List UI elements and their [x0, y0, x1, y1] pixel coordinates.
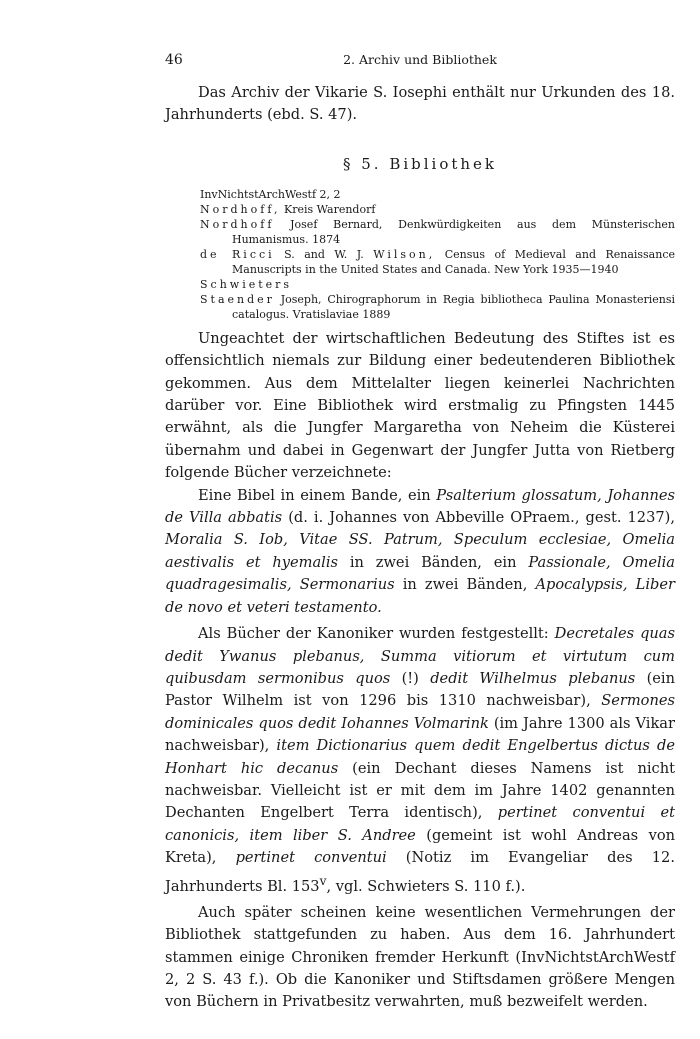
body-paragraph-1: Ungeachtet der wirtschaftlichen Bedeutung des Stiftes ist es offensichtlich niemals zur Bildung einer bedeutenderen Bibliothek gekommen. Aus dem Mittelalter liegen keinerlei Nachrichten darüber vor. Eine Bibliothek wird erstmalig zu Pfingsten 1445 erwähnt, als die Jungfer Margaretha von Neheim die Küsterei übernahm und dabei in Gegenwart der Jungfer Jutta von Rietberg folgende Bücher verzeichnete:	[165, 329, 675, 482]
body-paragraph-3	[165, 623, 675, 898]
reference-item	[200, 277, 675, 292]
italic-title: dedit Wilhelmus plebanus	[430, 669, 636, 687]
text-run: (im Jahre 1300 als Vikar nachweisbar),	[165, 714, 675, 755]
italic-title: item Dictionarius quem dedit Engelbertus dictus de Honhart hic decanus	[165, 737, 675, 777]
reference-text: Kreis Warendorf	[280, 202, 376, 216]
reference-author: Nordhoff,	[200, 202, 281, 216]
reference-text: InvNichtstArchWestf 2, 2	[200, 187, 341, 201]
text-run: , vgl. Schwieters S. 110 f.).	[326, 877, 526, 895]
page	[165, 44, 675, 1014]
text-run: (ein Dechant dieses Namens ist nicht nachweisbar. Vielleicht ist er mit dem im Jahre 1402 genannten Dechanten Engelbert Terra identisch),	[165, 759, 675, 822]
reference-text-2: Census of Medieval and Renaissance Manuscripts in the United States and Canada. New York 1935—1940	[232, 247, 675, 276]
superscript: v	[319, 873, 327, 888]
body-paragraph-2	[165, 485, 675, 619]
reference-author-2: Wilson,	[373, 247, 436, 261]
text-run: (!)	[390, 669, 431, 687]
reference-text: S. and W. J.	[274, 247, 374, 261]
text-run: Als Bücher der Kanoniker wurden festgestellt:	[198, 625, 555, 643]
italic-title: Sermones dominicales quos dedit Iohannes Volmarink	[165, 692, 675, 732]
reference-item	[200, 247, 675, 277]
italic-title: pertinet conventui	[235, 849, 387, 867]
reference-list	[200, 187, 675, 322]
page-header	[165, 44, 675, 68]
section-title: § 5. Bibliothek	[342, 154, 498, 173]
reference-author: Schwieters	[200, 277, 293, 291]
reference-author: de Ricci	[200, 247, 275, 261]
italic-title: Decretales quas dedit Ywanus plebanus, Summa vitiorum et virtutum cum quibusdam sermonibus quos	[165, 625, 675, 687]
reference-author: Nordhoff	[200, 217, 275, 231]
text-run: (d. i. Johannes von Abbeville OPraem., gest. 1237),	[282, 509, 675, 527]
italic-title: pertinet conventui et canonicis, item liber S. Andree	[165, 804, 675, 844]
text-run: (ein Pastor Wilhelm ist von 1296 bis 1310 nachweisbar),	[165, 669, 675, 710]
italic-title: Apocalypsis, Liber de novo et veteri testamento.	[165, 576, 675, 616]
reference-author: Staender	[200, 292, 275, 306]
text-run: in zwei Bänden,	[394, 576, 536, 594]
reference-text: Josef Bernard, Denkwürdigkeiten aus dem Münsterischen Humanismus. 1874	[232, 217, 675, 246]
reference-item	[200, 202, 675, 217]
reference-text: Joseph, Chirographorum in Regia bibliotheca Paulina Monasteriensi catalogus. Vratislaviae 1889	[232, 292, 675, 321]
intro-paragraph: Das Archiv der Vikarie S. Iosephi enthält nur Urkunden des 18. Jahrhunderts (ebd. S. 47).	[165, 84, 675, 124]
page-number: 46	[165, 52, 183, 68]
body-paragraph-4: Auch später scheinen keine wesentlichen Vermehrungen der Bibliothek stattgefunden zu haben. Aus dem 16. Jahrhundert stammen einige Chroniken fremder Herkunft (InvNichtstArchWestf 2, 2 S. 43 f.). Ob die Kanoniker und Stiftsdamen größere Mengen von Büchern in Privatbesitz verwahrten, muß bezweifelt werden.	[165, 903, 675, 1011]
reference-item	[200, 217, 675, 247]
text-run: Eine Bibel in einem Bande, ein	[198, 486, 437, 504]
italic-title: Moralia S. Iob, Vitae SS. Patrum, Speculum ecclesiae, Omelia aestivalis et hyemalis	[165, 531, 675, 571]
text-run: in zwei Bänden, ein	[337, 553, 529, 571]
italic-title: Passionale, Omelia quadragesimalis, Sermonarius	[165, 553, 675, 594]
italic-title: Psalterium glossatum, Johannes de Villa abbatis	[165, 486, 675, 527]
reference-item	[200, 292, 675, 322]
text-run: (Notiz im Evangeliar des 12. Jahrhunderts Bl. 153	[165, 849, 675, 895]
running-head: 2. Archiv und Bibliothek	[343, 52, 497, 67]
reference-item	[200, 187, 675, 202]
text-run: (gemeint ist wohl Andreas von Kreta),	[165, 826, 676, 867]
